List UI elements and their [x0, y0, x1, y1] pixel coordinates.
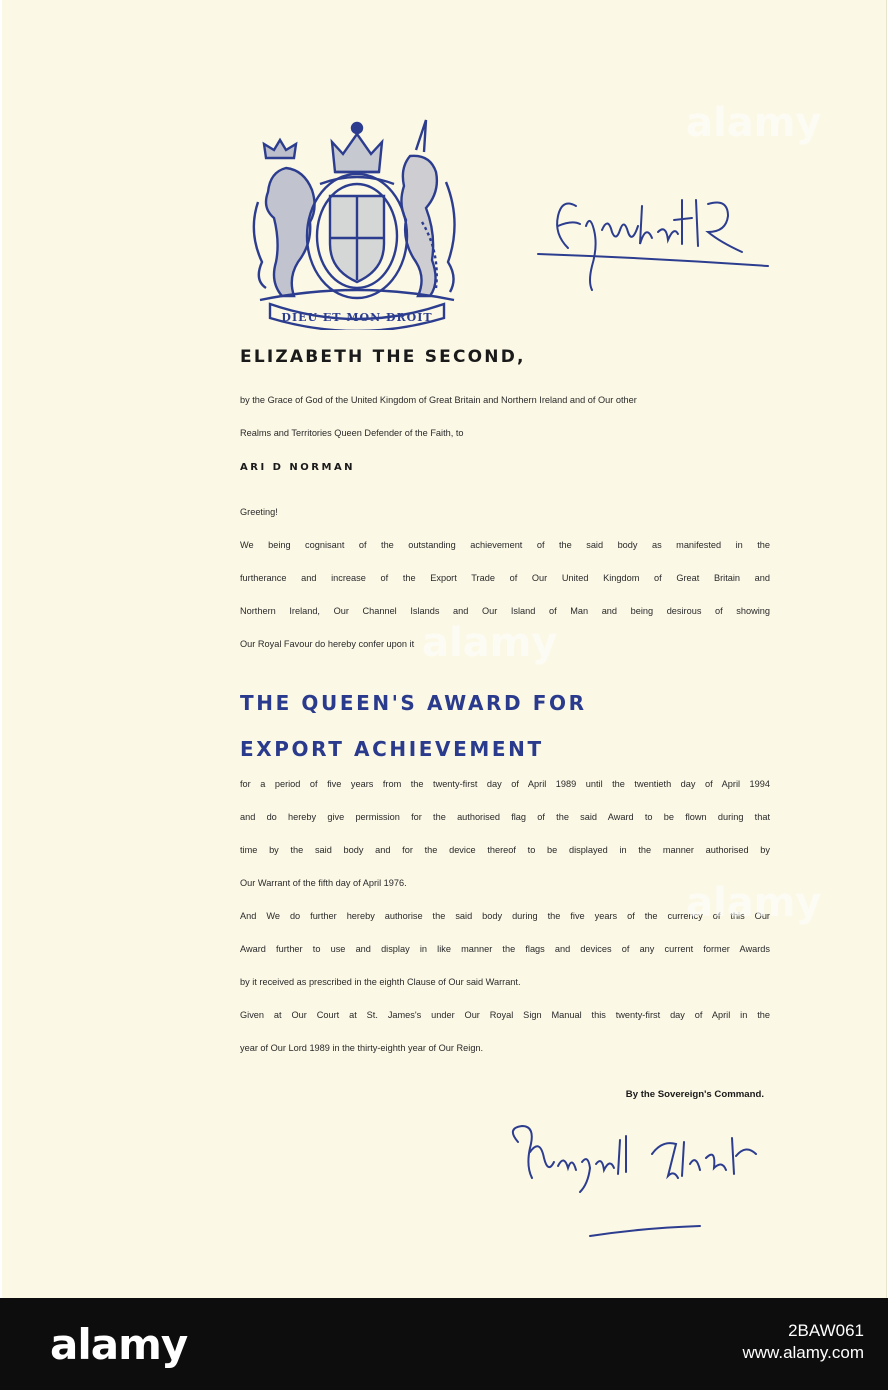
terms-line: Award further to use and display in like manner the flags and devices of any current former Awards: [240, 944, 770, 954]
award-title-line: EXPORT ACHIEVEMENT: [240, 737, 544, 761]
royal-style-line: Realms and Territories Queen Defender of the Faith, to: [240, 428, 464, 438]
alamy-logo: alamy: [50, 1320, 188, 1369]
sovereigns-command: By the Sovereign's Command.: [625, 1089, 764, 1100]
recital-line: Northern Ireland, Our Channel Islands and Our Island of Man and being desirous of showing: [240, 606, 770, 616]
terms-line: year of Our Lord 1989 in the thirty-eighth year of Our Reign.: [240, 1043, 484, 1053]
terms-line: time by the said body and for the device thereof to be displayed in the manner authorised by: [240, 845, 770, 855]
queen-signature: [532, 186, 772, 302]
terms-line: by it received as prescribed in the eighth Clause of Our said Warrant.: [240, 977, 521, 987]
terms-line: Given at Our Court at St. James's under Our Royal Sign Manual this twenty-first day of April in the: [240, 1010, 770, 1020]
award-title: [240, 680, 587, 772]
recital-line: We being cognisant of the outstanding achievement of the said body as manifested in the: [240, 540, 770, 550]
recital-line: Our Royal Favour do hereby confer upon it: [240, 639, 415, 649]
award-title-line: THE QUEEN'S AWARD FOR: [240, 691, 587, 715]
watermark: alamy: [686, 880, 822, 926]
recital-line: furtherance and increase of the Export Trade of Our United Kingdom of Great Britain and: [240, 573, 770, 583]
watermark: alamy: [422, 620, 558, 666]
recipient-name: ARI D NORMAN: [240, 462, 356, 473]
footer-info: [742, 1320, 864, 1364]
image-id: 2BAW061: [788, 1321, 864, 1340]
royal-style: [240, 384, 770, 450]
royal-style-line: by the Grace of God of the United Kingdom of Great Britain and Northern Ireland and of Our other: [240, 395, 637, 405]
site-url: www.alamy.com: [742, 1343, 864, 1362]
stock-footer: [0, 1298, 888, 1390]
warrant-page: [2, 0, 887, 1298]
terms-line: for a period of five years from the twenty-first day of April 1989 until the twentieth day of April 1994: [240, 779, 770, 789]
terms-line: And We do further hereby authorise the said body during the five years of the currency of this Our: [240, 911, 770, 921]
prime-minister-signature: [502, 1118, 772, 1248]
watermark: alamy: [686, 100, 822, 146]
sovereign-title: ELIZABETH THE SECOND,: [240, 347, 526, 367]
crest-motto: DIEU ET MON DROIT: [281, 311, 433, 324]
greeting: Greeting!: [240, 507, 278, 517]
royal-coat-of-arms: [240, 112, 474, 330]
terms-line: Our Warrant of the fifth day of April 1976.: [240, 878, 407, 888]
terms-line: and do hereby give permission for the authorised flag of the said Award to be flown during that: [240, 812, 770, 822]
